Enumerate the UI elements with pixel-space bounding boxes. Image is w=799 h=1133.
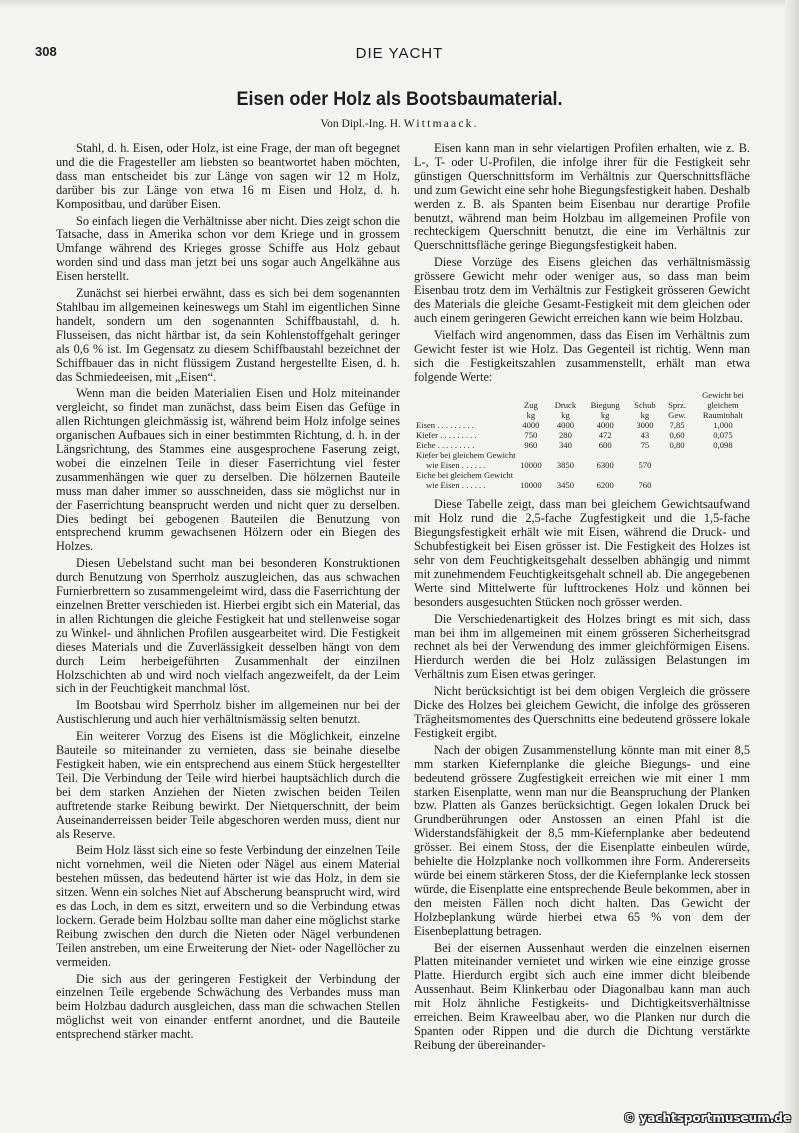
paragraph: Beim Holz lässt sich eine so feste Verbindung der einzelnen Teile nicht vornehmen, weil die Nieten oder Nägel aus einem Material bestehen müssen, das bedeutend härter ist wie das Holz, in dem sie sitzen. Wenn ein solches Niet auf Abscherung beansprucht wird, wird es das Loch, in dem es sitzt, erweitern und so die Verbindung etwas lockern. Gerade beim Holzbau sollte man daher eine möglichst starke Reibung zwischen den durch die Nieten oder Nägel verbundenen Teilen anstreben, um eine Erweiterung der Niet- oder Nagellöcher zu vermeiden. xyxy=(56,843,400,969)
cell: 6200 xyxy=(596,480,614,491)
paragraph: Die sich aus der geringeren Festigkeit der Verbindung der einzelnen Teile ergebende Schwächung des Verbandes muss man beim Holzbau dadurch ausgleichen, dass man die schwachen Stellen möglichst weit von einander entfernt anordnet, und die Bauteile entsprechend stärker macht. xyxy=(56,971,400,1042)
table-header-corner xyxy=(414,390,514,420)
cell: 4000 xyxy=(556,420,575,431)
table-header-gewicht-rauminhalt: Gewicht bei gleichem Rauminhalt xyxy=(702,390,744,421)
table-row-label-only xyxy=(414,470,754,480)
byline xyxy=(0,118,799,130)
byline-prefix: Von Dipl.-Ing. H. xyxy=(320,118,401,130)
table-row xyxy=(414,460,754,470)
paragraph: Bei der eisernen Aussenhaut werden die einzelnen eisernen Platten miteinander vernietet und wirken wie eine einzige grosse Platte. Hierdurch ergibt sich auch eine immer dicht bleibende Aussenhaut. Beim Klinkerbau oder Diagonalbau kann man auch mit Holz ähnliche Festigkeits- und Dichtigkeitsverhältnisse erreichen. Beim Kraweelbau aber, wo die Planken nur durch die Spanten oder Rippen und die durch die Dichtung verstärkte Reibung der übereinander- xyxy=(414,940,750,1052)
table-row xyxy=(414,430,754,440)
byline-author: Wittmaack. xyxy=(403,118,479,130)
cell: 0,075 xyxy=(713,430,733,441)
row-label: Kiefer bei gleichem Gewicht xyxy=(416,450,516,461)
paragraph: Wenn man die beiden Materialien Eisen und Holz miteinander vergleicht, so findet man zunächst, dass beim Eisen das Gefüge in allen Richtungen gleichmässig ist, während beim Holz infolge seines organischen Aufbaues sich in einer bestimmten Richtung, d. h. in der Längsrichtung, des Stammes eine ausgesprochene Faserung zeigt, wobei die einzelnen Teile in dieser Faserrichtung viel fester zusammenhängen wie quer zu derselben. Die hölzernen Bauteile muss man daher immer so ausschneiden, dass sie möglichst nur in der Faserrichtung beansprucht werden und nicht quer zu derselben. Dies bedingt bei gebogenen Bauteilen die Benutzung von entsprechend krumm gewachsenen Hölzern oder ein Biegen des Holzes. xyxy=(56,386,400,554)
row-sublabel: wie Eisen . . . . . . xyxy=(426,480,486,491)
paragraph: Vielfach wird angenommen, dass das Eisen im Verhältnis zum Gewicht fester ist wie Holz. Das Gegenteil ist richtig. Wenn man sich die Festigkeitszahlen zusammenstellt, erhält man etwa folgende Werte: xyxy=(414,327,750,384)
cell: 0,098 xyxy=(713,440,733,451)
cell: 960 xyxy=(524,440,538,451)
paragraph: So einfach liegen die Verhältnisse aber nicht. Dies zeigt schon die Tatsache, dass in Amerika schon vor dem Kriege und in grossem Umfange während des Krieges grosse Schiffe aus Holz gebaut worden sind und dass man jetzt bei uns sogar auch Angelkähne aus Eisen herstellt. xyxy=(56,213,400,284)
cell: 10000 xyxy=(520,460,542,471)
cell: 570 xyxy=(638,460,652,471)
left-column xyxy=(56,142,400,1045)
paragraph: Ein weiterer Vorzug des Eisens ist die Möglichkeit, einzelne Bauteile so miteinander zu vernieten, dass sie beinahe dieselbe Festigkeit haben, wie ein entsprechend aus einem Stück hergestellter Teil. Die Verbindung der Teile wird hierbei hauptsächlich durch die bei dem starken Anziehen der Nieten zwischen beiden Teilen auftretende starke Reibung bewirkt. Der Nietquerschnitt, der beim Auseinanderreissen beider Teile abgeschoren werden muss, dient nur als Reserve. xyxy=(56,729,400,841)
cell: 4000 xyxy=(522,420,540,431)
cell: 760 xyxy=(638,480,652,491)
table-header-biegung: Biegung kg xyxy=(590,400,620,421)
row-label: Kiefer . . . . . . . . . xyxy=(416,430,477,441)
cell xyxy=(662,480,692,490)
copyright-watermark: © yachtsportmuseum.de xyxy=(623,1111,791,1125)
table-row xyxy=(414,480,754,490)
paragraph: Diese Tabelle zeigt, dass man bei gleichem Gewichtsaufwand mit Holz rund die 2,5-fache Zugfestigkeit und die 1,5-fache Biegungsfestigkeit erhält wie mit Eisen, während die Druck- und Schubfestigkeit bei Eisen grösser ist. Die Festigkeit des Holzes ist sehr von dem Feuchtigkeitsgehalt desselben abhängig und nimmt mit zunehmendem Feuchtigkeitsgehalt schnell ab. Die angegebenen Werte sind Mittelwerte für lufttrockenes Holz und können bei besonders ausgesuchten Stücken noch grösser werden. xyxy=(414,497,750,609)
table-row xyxy=(414,420,754,430)
paragraph: Zunächst sei hierbei erwähnt, dass es sich bei dem sogenannten Stahlbau im allgemeinen keineswegs um Stahl im eigentlichen Sinne handelt, sondern um den sogenannten Schiffbaustahl, d. h. Flusseisen, das nicht härtbar ist, da sein Kohlenstoffgehalt geringer als 0,6 % ist. Im Gegensatz zu diesem Schiffbaustahl bezeichnet der Schiffbauer das in nicht flüssigem Zustand hergestellte Eisen, d. h. das Schmiedeeisen, mit „Eisen“. xyxy=(56,286,400,384)
article-title: Eisen oder Holz als Bootsbaumaterial. xyxy=(236,88,563,110)
cell xyxy=(692,460,754,470)
table-row xyxy=(414,440,754,450)
paragraph: Stahl, d. h. Eisen, oder Holz, ist eine Frage, der man oft begegnet und die die Fragesteller am liebsten so beantwortet haben möchten, dass man entscheidet bis zur Länge von sagen wir 12 m Holz, darüber bis zur Länge von etwa 16 m Eisen und Holz, d. h. Kompositbau, und darüber Eisen. xyxy=(56,141,400,211)
cell: 1,000 xyxy=(713,420,733,431)
cell: 3850 xyxy=(556,460,575,471)
cell: 3000 xyxy=(636,420,654,431)
cell: 0,80 xyxy=(669,440,685,451)
page-edge xyxy=(785,0,799,1133)
table-header-schub: Schub kg xyxy=(634,400,656,421)
cell xyxy=(662,460,692,470)
paragraph: Im Bootsbau wird Sperrholz bisher im allgemeinen nur bei der Austischlerung und auch hier verhältnismässig selten benutzt. xyxy=(56,698,400,727)
row-label: Eiche bei gleichem Gewicht xyxy=(416,470,514,481)
cell: 4000 xyxy=(596,420,614,431)
paragraph: Diese Vorzüge des Eisens gleichen das verhältnismässig grössere Gewicht mehr oder weniger aus, so dass man beim Eisenbau trotz dem im Verhältnis zur Festigkeit grösseren Gewicht des Materials die gleiche Gesamt-Festigkeit mit dem gleichen oder auch einem geringeren Gewicht erreichen kann wie beim Holzbau. xyxy=(414,255,750,325)
row-label: Eisen . . . . . . . . . xyxy=(416,420,474,431)
cell: 472 xyxy=(598,430,612,441)
page-number: 308 xyxy=(35,44,57,59)
table-header-spez-gewicht: Sprz. Gew. xyxy=(668,400,686,421)
table-header-druck: Druck kg xyxy=(554,400,577,421)
right-column xyxy=(414,142,750,1056)
cell: 3450 xyxy=(556,480,575,491)
running-head: DIE YACHT xyxy=(355,45,444,62)
paragraph: Diesen Uebelstand sucht man bei besonderen Konstruktionen durch Benutzung von Sperrholz auszugleichen, das aus schwachen Furnierbrettern so zusammengeleimt wird, dass die Faserrichtung der einzelnen Bretter verschieden ist. Hierbei ergibt sich ein Material, das in allen Richtungen die gleiche Festigkeit hat und stellenweise sogar zu Winkel- und ähnlichen Profilen ausgearbeitet wird. Die Festigkeit dieses Materials und die Zuverlässigkeit desselben hängt von dem durch Leim herbeigeführten Zusammenhalt der einzilnen Holzschichten ab und wird noch vielfach angezweifelt, da der Leim sich in der Feuchtigkeit manchmal löst. xyxy=(56,556,400,696)
cell: 6300 xyxy=(596,460,614,471)
row-sublabel: wie Eisen . . . . . . xyxy=(426,460,486,471)
table-header-zug: Zug kg xyxy=(523,400,538,421)
page-top-shade xyxy=(0,0,799,8)
paragraph: Nach der obigen Zusammenstellung könnte man mit einer 8,5 mm starken Kiefernplanke die gleiche Biegungs- und eine bedeutend grössere Zugfestigkeit erreichen wie mit einer 1 mm starken Eisenplatte, wenn man nur die Beanspruchung der Planken bzw. Platten als Ganzes berücksichtigt. Gegen lokalen Druck bei Grundberührungen oder Anstossen an einen Pfahl ist die Widerstandsfähigkeit der 8,5 mm-Kiefernplanke aber bedeutend grösser. Bei einem Stoss, der die Eisenplatte einbeulen würde, behielte die Holzplanke noch vollkommen ihre Form. Andererseits würde bei einem stärkeren Stoss, der die Kiefernplanke leck stossen würde, die Eisenplatte eine entsprechende Beule bekommen, aber in den meisten Fällen noch dicht halten. Das Gewicht der Holzbeplankung würde hierbei etwa 65 % von dem der Eisenbeplattung betragen. xyxy=(414,742,750,938)
cell xyxy=(692,480,754,490)
cell: 600 xyxy=(598,440,612,451)
cell: 7,85 xyxy=(669,420,685,431)
cell: 280 xyxy=(558,430,572,441)
cell: 0,60 xyxy=(669,430,685,441)
strength-table xyxy=(414,390,754,490)
table-header-row xyxy=(414,390,754,420)
row-label: Eiche . . . . . . . . . xyxy=(416,440,475,451)
paragraph: Nicht berücksichtigt ist bei dem obigen Vergleich die grössere Dicke des Holzes bei gleichem Gewicht, die infolge des grösseren Trägheitsmomentes des Querschnitts eine bedeutend grössere lokale Festigkeit ergibt. xyxy=(414,684,750,740)
cell: 750 xyxy=(524,430,538,441)
paragraph: Die Verschiedenartigkeit des Holzes bringt es mit sich, dass man bei ihm im allgemeinen mit einem grösseren Sicherheitsgrad rechnet als bei der Verwendung des immer gleichförmigen Eisens. Hierdurch werden die bei Holz zulässigen Belastungen im Verhältnis zum Eisen etwas geringer. xyxy=(414,611,750,682)
paragraph: Eisen kann man in sehr vielartigen Profilen erhalten, wie z. B. L-, T- oder U-Profilen, die infolge ihrer für die Festigkeit sehr günstigen Querschnittsform im Verhältnis zur Querschnittsfläche und zum Gewicht eine sehr hohe Biegungsfestigkeit haben. Deshalb werden z. B. als Spanten beim Eisenbau nur derartige Profile benutzt, während man beim Holzbau im allgemeinen Profile von rechteckigem Querschnitt benutzt, die eine im Verhältnis zur Querschnittsfläche geringe Biegungsfestigkeit haben. xyxy=(414,141,750,253)
cell: 75 xyxy=(640,440,650,451)
cell: 340 xyxy=(558,440,572,451)
cell: 43 xyxy=(640,430,650,441)
table-row-label-only xyxy=(414,450,754,460)
cell: 10000 xyxy=(520,480,542,491)
